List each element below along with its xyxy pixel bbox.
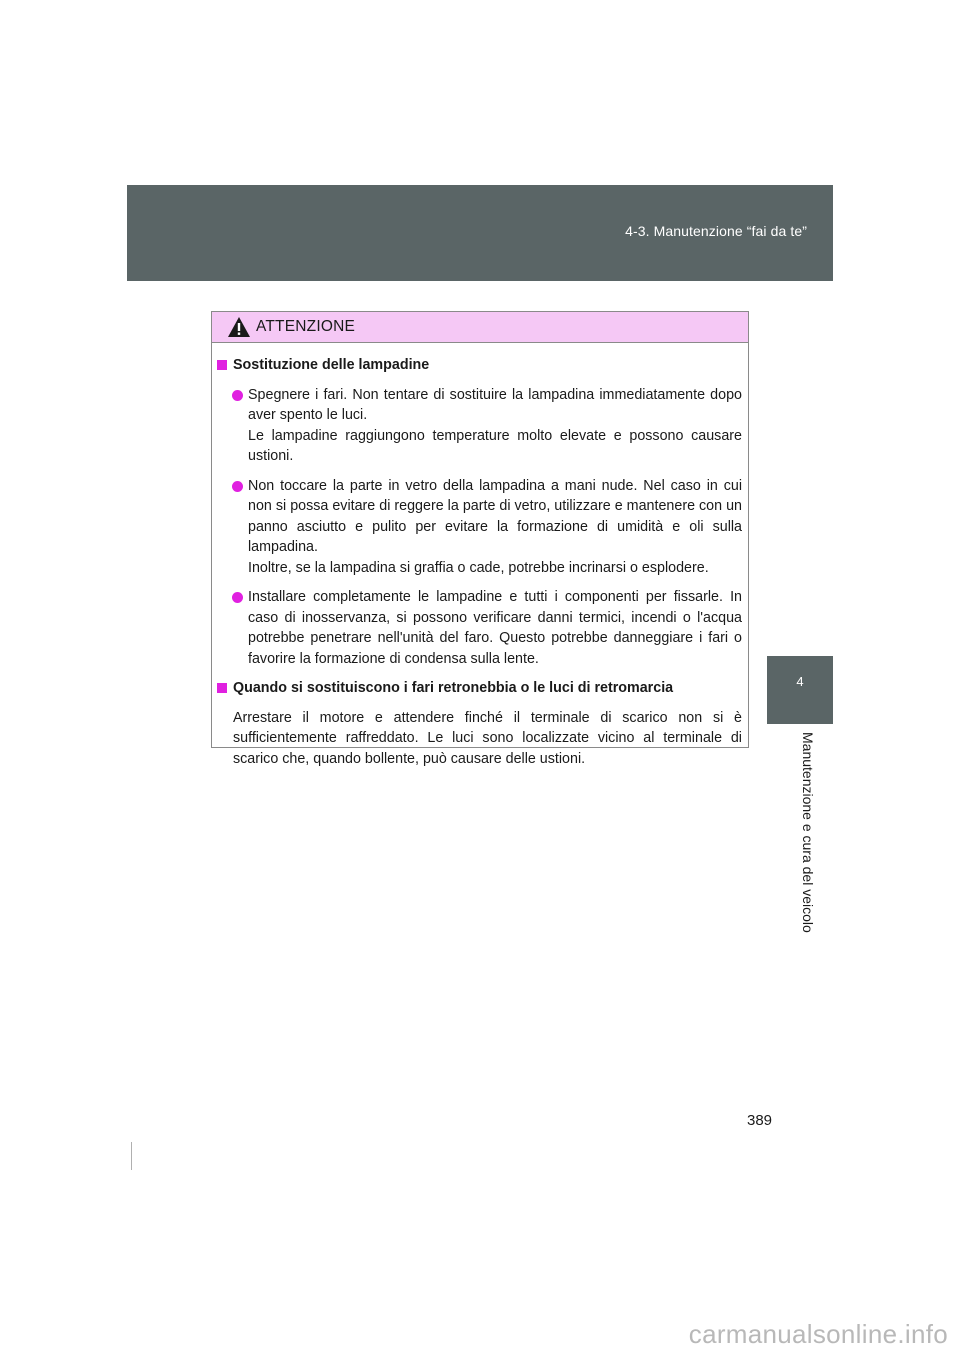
list-item — [217, 476, 742, 579]
section-title: 4-3. Manutenzione “fai da te” — [625, 223, 807, 239]
section-heading: Sostituzione delle lampadine — [217, 355, 742, 376]
item-text: Le lampadine raggiungono temperature molto elevate e possono causare ustioni. — [248, 427, 742, 464]
chapter-label: Manutenzione e cura del veicolo — [800, 732, 816, 933]
warning-box — [211, 311, 749, 767]
list-item — [217, 587, 742, 669]
item-text: Installare completamente le lampadine e tutti i componenti per fissarle. In caso di inosservanza, si possono verificare danni termici, incendi o l'acqua potrebbe penetrare nell'unità del faro. Questo potrebbe danneggiare i fari o favorire la formazione di condensa sulla lente. — [248, 589, 742, 667]
warning-body — [212, 343, 748, 769]
section-text: Arrestare il motore e attendere finché il terminale di scarico non si è sufficientemente raffreddato. Le luci sono localizzate vicino al terminale di scarico che, quando bollente, può causare delle ustioni. — [233, 709, 742, 767]
circle-bullet-icon — [232, 390, 243, 401]
circle-bullet-icon — [232, 592, 243, 603]
warning-triangle-icon — [227, 316, 251, 338]
header-band — [127, 185, 833, 281]
page-number: 389 — [747, 1112, 773, 1129]
warning-header — [212, 312, 748, 343]
square-bullet-icon — [217, 360, 227, 370]
item-text: Spegnere i fari. Non tentare di sostituire la lampadina immediatamente dopo aver spento le luci. — [248, 386, 742, 423]
margin-mark — [131, 1142, 132, 1170]
list-item — [217, 385, 742, 467]
item-text: Inoltre, se la lampadina si graffia o cade, potrebbe incrinarsi o esplodere. — [248, 559, 709, 576]
warning-title: ATTENZIONE — [256, 318, 356, 335]
section-heading: Quando si sostituiscono i fari retronebbia o le luci di retromarcia — [217, 678, 742, 699]
square-bullet-icon — [217, 683, 227, 693]
item-text: Non toccare la parte in vetro della lampadina a mani nude. Nel caso in cui non si possa evitare di reggere la parte di vetro, utilizzare e mantenere con un panno asciutto e pulito per evitare la formazione di umidità e oli sulla lampadina. — [248, 477, 742, 555]
watermark: carmanualsonline.info — [688, 1319, 948, 1349]
chapter-number: 4 — [796, 674, 804, 689]
chapter-tab — [767, 656, 833, 724]
circle-bullet-icon — [232, 481, 243, 492]
